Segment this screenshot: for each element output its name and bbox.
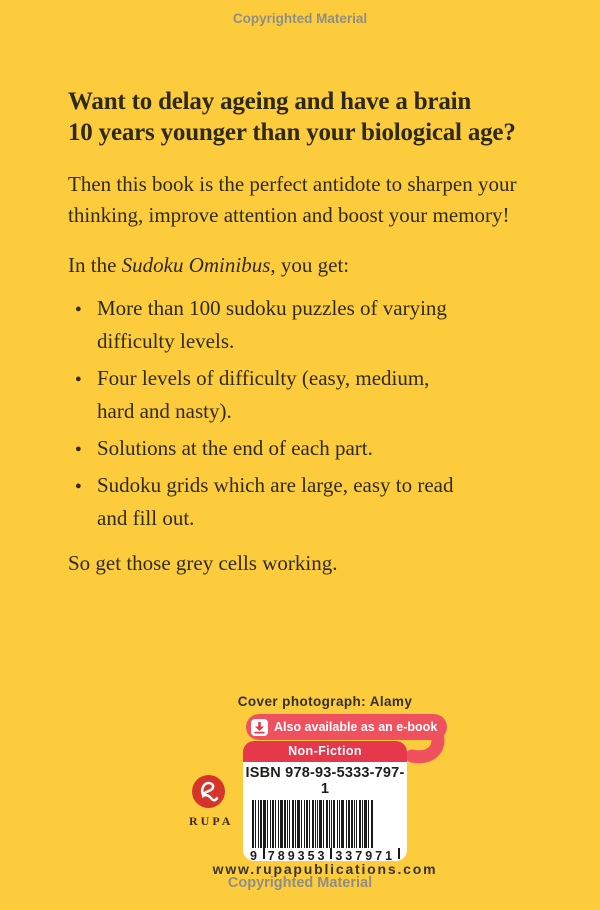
barcode-bar — [371, 800, 373, 848]
barcode-bar — [275, 800, 276, 848]
barcode-bar — [263, 800, 266, 848]
feature-item — [68, 292, 554, 358]
closing-line: So get those grey cells working. — [68, 551, 338, 575]
barcode-bar — [278, 800, 279, 848]
barcode-bar — [351, 800, 353, 848]
feature-line: difficulty levels. — [97, 329, 235, 353]
barcode-bar — [306, 800, 308, 848]
barcode-bar — [252, 800, 254, 848]
book-title-italic: Sudoku Ominibus — [121, 253, 271, 277]
cover-credit: Cover photograph: Alamy — [237, 694, 413, 709]
feature-line: and fill out. — [97, 506, 195, 530]
barcode-bar — [359, 800, 361, 848]
ebook-download-icon — [251, 719, 268, 736]
barcode-bar — [368, 800, 369, 848]
ebook-badge — [246, 714, 447, 740]
barcode-digits — [250, 849, 400, 861]
isbn-text: ISBN 978-93-5333-797-1 — [245, 765, 405, 797]
intro-line: thinking, improve attention and boost your memory! — [68, 203, 510, 227]
barcode-bar — [339, 800, 340, 848]
bottom-copyright-watermark: Copyrighted Material — [227, 875, 373, 891]
barcode-bar — [362, 800, 363, 848]
intro-paragraph — [68, 169, 554, 231]
list-lead-pre: In the — [68, 253, 122, 277]
feature-item — [68, 362, 554, 428]
rupa-logo — [186, 775, 234, 829]
barcode-bar — [312, 800, 314, 848]
barcode-bar — [319, 800, 322, 848]
barcode-bar — [297, 800, 300, 848]
barcode-bar — [284, 800, 286, 848]
barcode-bar — [295, 800, 296, 848]
blurb-section — [68, 86, 554, 579]
list-lead-post: , you get: — [270, 253, 350, 277]
rupa-logo-mark — [192, 775, 225, 808]
barcode-bar — [333, 800, 335, 848]
barcode-bar — [346, 800, 347, 848]
barcode-guard-bar — [263, 848, 265, 859]
barcode — [252, 800, 398, 848]
headline-line: Want to delay ageing and have a brain — [68, 88, 472, 115]
barcode-bar — [331, 800, 332, 848]
feature-line: hard and nasty). — [97, 399, 232, 423]
feature-item — [68, 432, 554, 465]
barcode-box — [243, 741, 407, 861]
barcode-bar — [309, 800, 310, 848]
barcode-digit-group: 337971 — [335, 849, 396, 861]
feature-line: ● More than 100 sudoku puzzles of varying — [97, 296, 447, 320]
feature-line: ● Four levels of difficulty (easy, medium, — [97, 366, 430, 390]
barcode-bar — [267, 800, 268, 848]
barcode-bar — [341, 800, 344, 848]
feature-item — [68, 469, 554, 535]
barcode-bar — [304, 800, 305, 848]
feature-list — [68, 292, 554, 535]
barcode-guard-bar — [398, 848, 400, 859]
barcode-bar — [323, 800, 324, 848]
barcode-bar — [289, 800, 290, 848]
barcode-bar — [280, 800, 283, 848]
category-bar: Non-Fiction — [243, 741, 407, 762]
barcode-bar — [260, 800, 262, 848]
barcode-bar — [287, 800, 288, 848]
barcode-bar — [326, 800, 328, 848]
barcode-bar — [329, 800, 330, 848]
ebook-badge-label-bold: e-book — [396, 720, 438, 734]
barcode-bar — [348, 800, 350, 848]
barcode-bar — [337, 800, 338, 848]
rupa-logo-text: RUPA — [189, 814, 234, 828]
barcode-guard-bar — [330, 848, 332, 859]
barcode-bar — [272, 800, 274, 848]
barcode-bar — [258, 800, 259, 848]
intro-line: Then this book is the perfect antidote to sharpen your — [68, 172, 517, 196]
feature-line: ● Solutions at the end of each part. — [97, 436, 373, 460]
barcode-bar — [356, 800, 357, 848]
barcode-bar — [270, 800, 271, 848]
headline — [68, 86, 554, 148]
barcode-bar — [317, 800, 318, 848]
barcode-digit-group: 9 — [250, 849, 260, 861]
barcode-digit-group: 789353 — [267, 849, 328, 861]
ebook-badge-label — [274, 720, 437, 734]
barcode-bar — [315, 800, 316, 848]
top-copyright-watermark: Copyrighted Material — [232, 11, 368, 26]
barcode-bar — [255, 800, 256, 848]
list-lead — [68, 250, 554, 281]
publisher-website: www.rupapublications.com — [212, 861, 438, 877]
headline-line: 10 years younger than your biological age? — [68, 119, 516, 146]
barcode-bar — [301, 800, 302, 848]
barcode-bar — [364, 800, 367, 848]
feature-line: ● Sudoku grids which are large, easy to read — [97, 473, 454, 497]
ebook-badge-label-pre: Also available as an — [274, 720, 397, 734]
barcode-bar — [354, 800, 355, 848]
barcode-bar — [292, 800, 294, 848]
